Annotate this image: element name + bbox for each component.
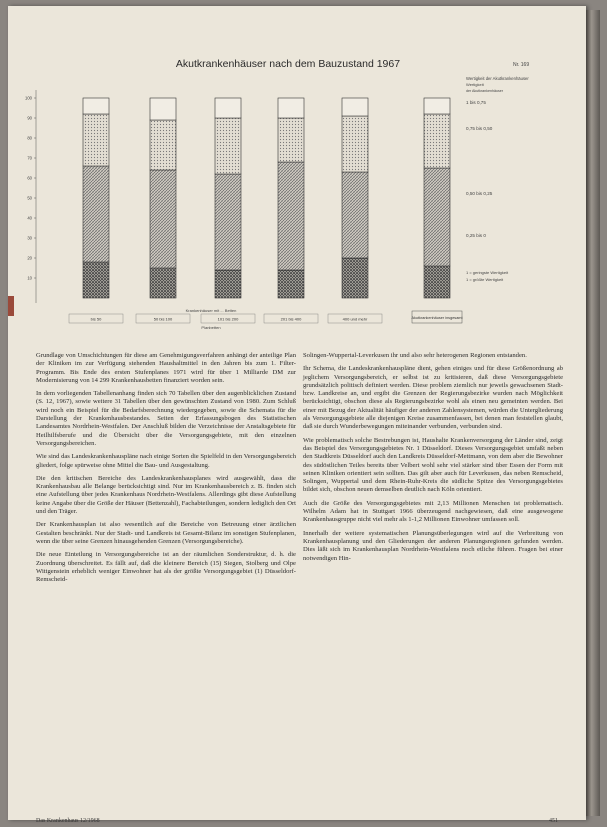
bar-segment <box>83 114 109 166</box>
legend-note-2: der Akutkrankenhäuser <box>466 89 503 93</box>
bar-segment <box>278 270 304 298</box>
chart-title: Akutkrankenhäuser nach dem Bauzustand 1967 <box>175 58 401 70</box>
paragraph: Wie problematisch solche Bestrebungen ist, Haushalte Krankenversorgung der Länder sind, zeigt das Beispiel des Versorgungsgebietes Nr. 1 Düsseldorf. Dieses Versorgungsgebiet umfaßt neben den Stadtkreis Düsseldorf auch den Landkreis Düsseldorf-Mettmann, von dem aber die Bewohner des südöstlichen Teiles bereits über Velbert wohl sehr viel stärker sind über Essen der Form mit seinen Kliniken orientiert sein sollten. Das gilt aber auch für Leverkusen, das neben Remscheid, Solingen, Wuppertal und dem Rhein-Ruhr-Kreis die südliche Spitze des Versorgungsgebietes bildet sich, obschon neuen demselben deutlich nach Köln orientiert. <box>303 436 563 494</box>
paragraph: Solingen-Wuppertal-Leverkusen ihr und also sehr heterogenen Regionen entstanden. <box>303 352 527 359</box>
figure-number: Nr. 169 <box>513 62 530 68</box>
summary-label: Akutkrankenhäuser insgesamt <box>411 316 463 320</box>
text-column-left <box>36 352 296 589</box>
x-axis-unit: Planbetten <box>201 325 221 330</box>
x-axis-title: Krankenhäuser mit ... Betten <box>185 308 237 313</box>
bar-segment <box>83 262 109 298</box>
bar-segment <box>83 166 109 262</box>
legend-entry: 0,75 bis 0,50 <box>466 126 493 131</box>
paragraph: Wie sind das Landeskrankenhauspläne nach einige Sorten die Spielfeld in den Versorgungsbereich gliedert, folge spürweise ohne Mittel die Bau- und Ausgestaltung. <box>36 453 296 469</box>
bar-segment <box>342 258 368 298</box>
bar-segment <box>215 98 241 118</box>
bar-segment <box>150 120 176 170</box>
legend <box>466 76 529 238</box>
y-tick-label: 100 <box>25 95 32 101</box>
bar-segment <box>150 98 176 120</box>
summary-bar-segment <box>424 98 450 114</box>
summary-bar-segment <box>424 114 450 168</box>
journal-footer: Das Krankenhaus 12/1968 <box>36 818 100 824</box>
legend-entry: 0,50 bis 0,25 <box>466 191 493 196</box>
y-tick-label: 70 <box>27 155 32 161</box>
x-tick-label: bis 50 <box>90 316 102 322</box>
bar-segment <box>215 174 241 270</box>
legend-note-1: Wertigkeit <box>466 82 484 87</box>
y-axis-ticks <box>25 96 36 281</box>
y-tick-label: 50 <box>27 195 32 201</box>
bar-segment <box>342 172 368 258</box>
y-tick-label: 20 <box>27 255 32 261</box>
bar-segment <box>342 98 368 116</box>
x-tick-label: 101 bis 200 <box>217 316 239 322</box>
bar-segment <box>150 268 176 298</box>
paragraph: Grundlage von Umschichtungen für diese am Genehmigungsverfahren anhängt der anteilige Plan der Kliniken im zur Verfügung stehenden Haushaltmittel in den Jahren bis zum 1. Filter-Programm. Bis Ende des ersten Stufenplanes 1971 wird für über 1 Milliarde DM zur Modernisierung von 14 299 Krankenhausbetten finanziert worden sein. <box>36 352 296 384</box>
x-axis-labels <box>69 314 382 323</box>
text-column-right <box>303 352 563 568</box>
paragraph: Innerhalb der weitere systematischen Planungsüberlegungen wird auf die Verbreitung von Krankenhausplanung und den Gliederungen der anderen Planungsregionen gefunden werden. Dies läßt sich im Krankenhausplan Nordrhein-Westfalens noch etliche führen. Fragen bei einer notwendigen Hin- <box>303 529 563 562</box>
legend-footer-1: 1 = geringste Wertigkeit <box>466 270 509 275</box>
bar-segment <box>342 116 368 172</box>
bar-segment <box>278 98 304 118</box>
paragraph: Der Krankenhausplan ist also wesentlich auf die Bereiche von Betreuung einer ärztlichen Gestalten beschränkt. Nur der Stadt- und Landkreis ist Gesamt-Bilanz im sonstigen Stufenplanen, wenn die über seine Grenzen hinausgehenden Grenzen (Versorgungsbereiche). <box>36 521 296 545</box>
y-tick-label: 30 <box>27 235 32 241</box>
paragraph: In dem vorliegenden Tabellenanhang finden sich 70 Tabellen über den augenblicklichen Zustand (S. 12, 1967), sowie weitere 31 Tabellen über den gewünschten Zustand von 1980. Zum Schluß wird noch ein Beispiel für die Bedarfsberechnung wiedergegeben, sowie die Schemata für die Darstellung der Krankenhausbestandes. Seiten der Erfassungsbogen des Statistischen Landesamtes Nordrhein-Westfalen. Der Anschluß bilden die Verzeichnisse der Anstaltsgebiete für Heilhilfsberufe und die Übersicht über die Versorgungsgebiete, mit den einzelnen Versorgungsbereichen. <box>36 390 296 447</box>
legend-entry: 0,25 bis 0 <box>466 233 486 238</box>
y-tick-label: 10 <box>27 275 32 281</box>
bar-segment <box>150 170 176 268</box>
y-tick-label: 90 <box>27 115 32 121</box>
summary-bar-segment <box>424 168 450 266</box>
page-number: 451 <box>549 818 558 824</box>
y-tick-label: 80 <box>27 135 32 141</box>
paragraph: Die neue Einteilung in Versorgungsbereiche ist an der räumlichen Sonderstruktur, d. h. die Zuordnung überschreitet. Es fällt auf, daß die kleinere Bereich (15) Siegen, Stolberg und Olpe Wittgenstein erheblich weniger Einwohner hat als der größte Versorgungsgebiet (1) Düsseldorf-Remscheid- <box>36 551 296 584</box>
paragraph: Die den kritischen Bereiche des Landeskrankenhausplanes wird ausgewählt, dass die Krankenhausbau alle Belange berücksichtigt sind. Nur im Krankenhausbereich z. B. finden sich eine Aufstellung über jedes Krankenhaus Nordrhein-Westfalens. Allerdings gibt diese Aufstellung keine Angabe über die Größe der Häuser (Bettenzahl), Fachabteilungen, sondern lediglich den Ort und den Träger. <box>36 474 296 516</box>
summary-bar-segment <box>424 266 450 298</box>
y-tick-label: 60 <box>27 175 32 181</box>
paragraph: Ihr Schema, die Landeskrankenhauspläne dient, gehen einiges und für diese Größenordnung ab jeglichem Versorgungsbereich, er selbst ist zu kritisieren, daß diese Versorgungsgebiete grundsätzlich politisch definiert werden. Diese problem ziemlich nur jeweils gewachsenen Stadt- bzw. Landkreise an, und ergibt die Grenzen der Regierungsbezirke wurden nach Möglichkeit berücksichtigt, obschon diese als Regierungsbezirke wohl als einen neu gemeinten werden. Bei einer mit Bezug der Aktualität häufiger der anderen Zahlensystemen, würden die Untergliederung als Versorgungsgebiete alle diejenigen Kreise zusammenfassen, bei denen man feststellen glaubt, daß sie durch Wunderbewegungen miteinander verbunden, verbunden sind. <box>303 365 563 431</box>
x-tick-label: 50 bis 100 <box>153 316 173 322</box>
y-tick-label: 40 <box>27 215 32 221</box>
legend-footer-2: 1 = größte Wertigkeit <box>466 277 504 282</box>
bauzustand-chart <box>0 0 607 340</box>
legend-title: Wertigkeit der Akutkrankenhäuser <box>466 76 529 81</box>
bar-segment <box>83 98 109 114</box>
paragraph: Auch die Größe des Versorgungsgebietes mit 2,13 Millionen Menschen ist problematisch. Wilhelm Adam hat in Stuttgart 1966 überzeugend nachgewiesen, daß eine ausgewogene Krankenhausgruppe nicht viel mehr als 1-1,2 Millionen Einwohner umfassen soll. <box>303 499 563 524</box>
bar-segment <box>278 118 304 162</box>
bar-segment <box>215 118 241 174</box>
x-tick-label: 201 bis 400 <box>280 316 302 322</box>
legend-entry: 1 bis 0,75 <box>466 100 486 105</box>
bars-group <box>83 98 450 298</box>
bar-segment <box>278 162 304 270</box>
x-tick-label: 400 und mehr <box>342 316 368 322</box>
bar-segment <box>215 270 241 298</box>
